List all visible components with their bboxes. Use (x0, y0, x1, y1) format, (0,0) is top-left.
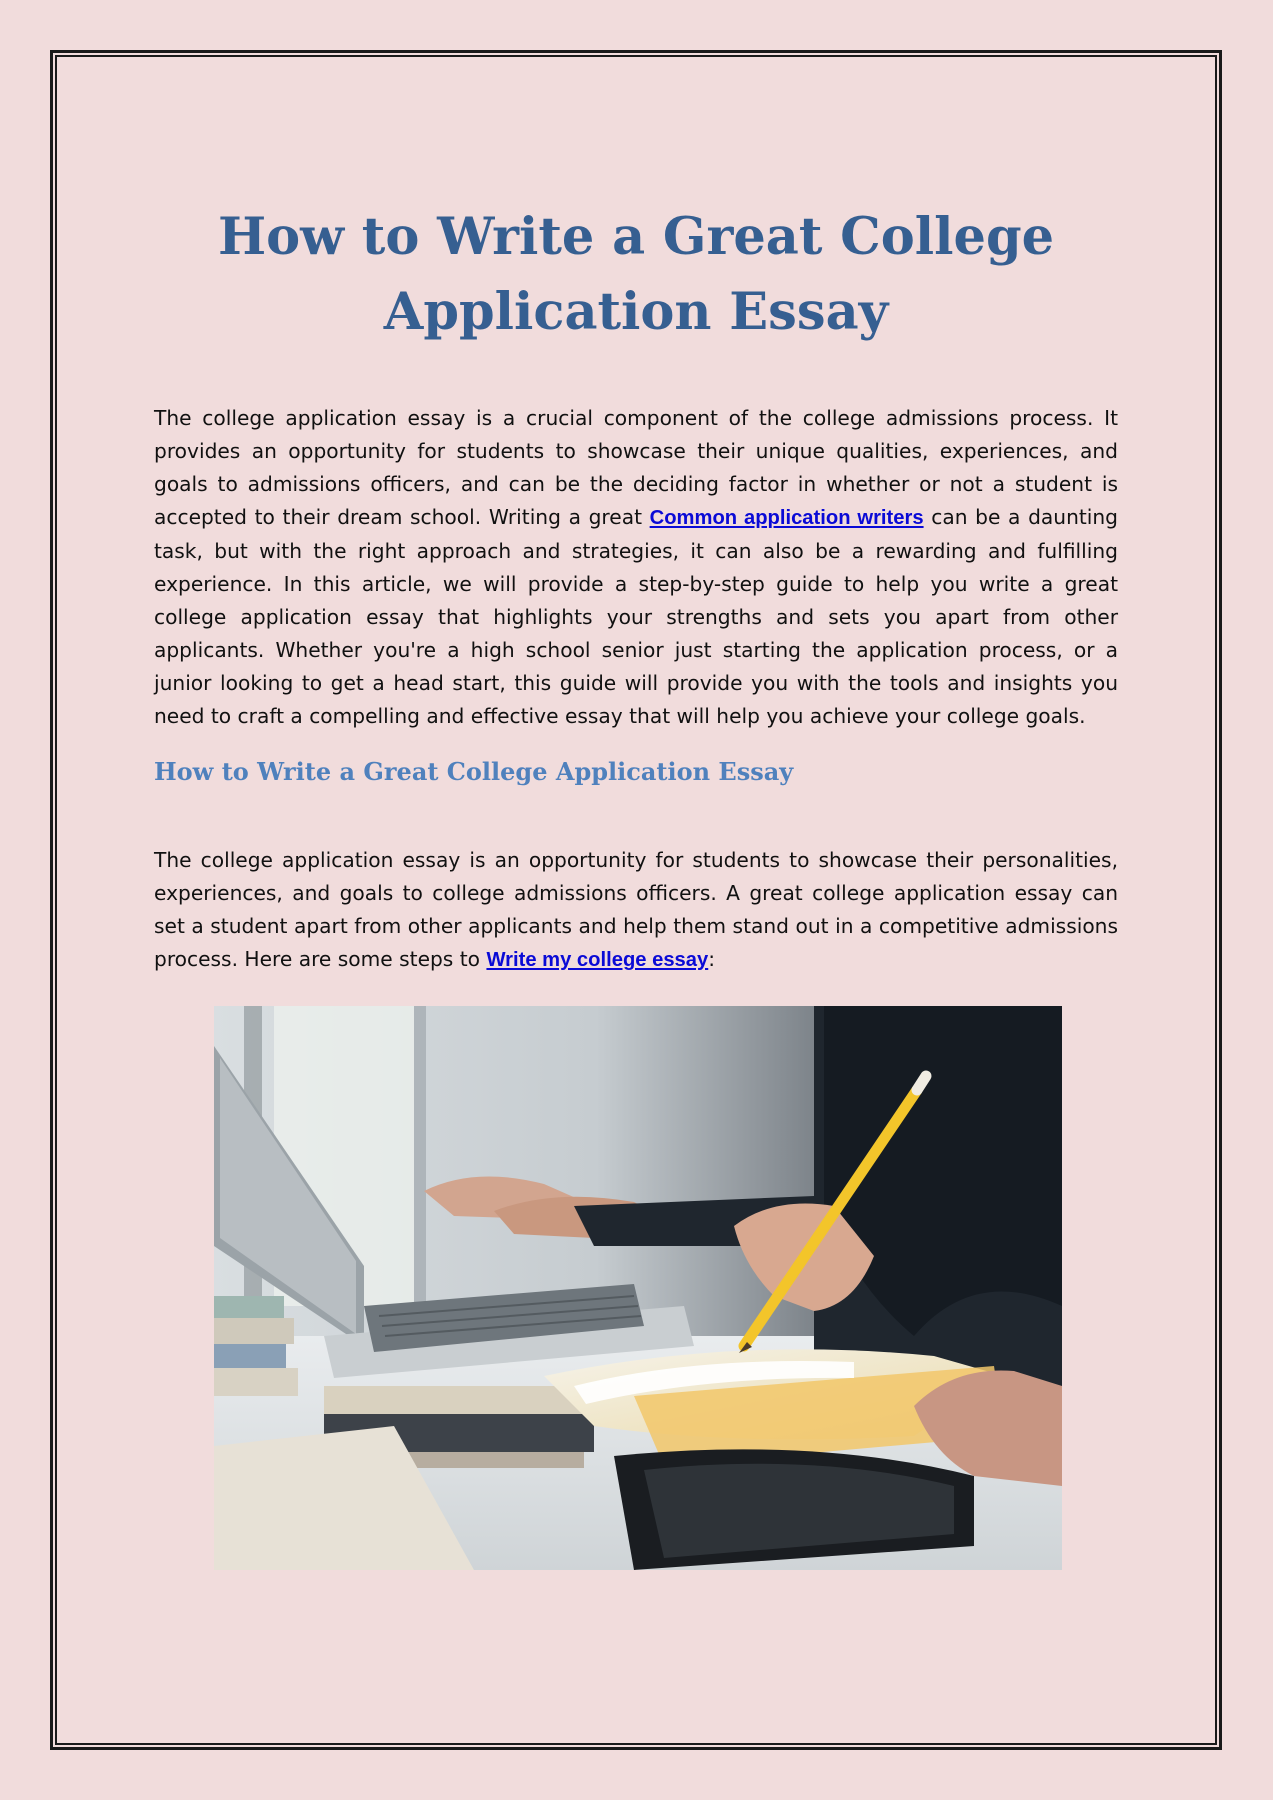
write-my-college-essay-link[interactable]: Write my college essay (486, 949, 709, 971)
steps-text-end: : (708, 947, 716, 971)
intro-text-start: The college application essay is a crucial component of the college admissions process. It provides an opportunity for students to showcase their unique qualities, experiences, and goals to admissions officers, and can be the deciding factor in whether or not a student is accepted to their dream school. Writing a great (154, 406, 1118, 529)
intro-text-end: can be a daunting task, but with the right approach and strategies, it can also be a rewarding and fulfilling experience. In this article, we will provide a step-by-step guide to help you write a great college application essay that highlights your strengths and sets you apart from other applicants. Whether you're a high school senior just starting the application process, or a junior looking to get a head start, this guide will provide you with the tools and insights you need to craft a compelling and effective essay that will help you achieve your college goals. (154, 505, 1118, 728)
intro-paragraph (154, 402, 1118, 733)
document-body (154, 200, 1118, 977)
photo-illustration (214, 1006, 1062, 1570)
steps-text-start: The college application essay is an opportunity for students to showcase their personalities, experiences, and goals to college admissions officers. A great college application essay can set a student apart from other applicants and help them stand out in a competitive admissions process. Here are some steps to (154, 848, 1118, 971)
essay-writing-photo (214, 1006, 1062, 1570)
steps-intro-paragraph (154, 844, 1118, 977)
page-title: How to Write a Great College Application Essay (217, 207, 1055, 342)
section-heading: How to Write a Great College Application Essay (154, 757, 794, 786)
common-application-writers-link[interactable]: Common application writers (649, 507, 924, 529)
